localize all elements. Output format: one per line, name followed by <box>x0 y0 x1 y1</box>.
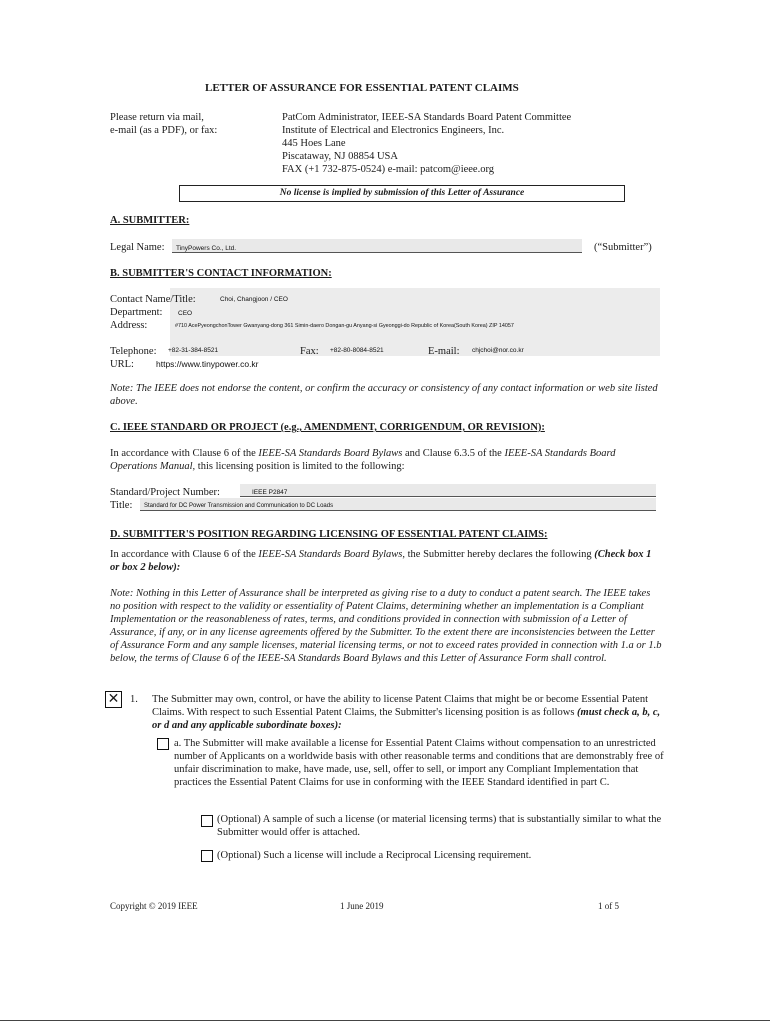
option-1-checkbox[interactable]: ✕ <box>105 691 122 708</box>
optional-reciprocal-text: (Optional) Such a license will include a Reciprocal Licensing requirement. <box>217 850 532 861</box>
page-title: LETTER OF ASSURANCE FOR ESSENTIAL PATENT CLAIMS <box>205 82 519 94</box>
section-c-intro: In accordance with Clause 6 of the IEEE-SA Standards Board Bylaws and Clause 6.3.5 of the IEEE-SA Standards Board Operations Manual, this licensing position is limited to the following: <box>110 448 616 472</box>
telephone-value: +82-31-384-8521 <box>168 347 219 354</box>
address-line: PatCom Administrator, IEEE-SA Standards Board Patent Committee <box>282 112 572 123</box>
legal-name-value: TinyPowers Co., Ltd. <box>176 245 237 252</box>
department-label: Department: <box>110 307 163 318</box>
submitter-tag: (“Submitter”) <box>594 242 652 253</box>
section-d-heading: D. SUBMITTER'S POSITION REGARDING LICENSING OF ESSENTIAL PATENT CLAIMS: <box>110 529 548 540</box>
section-d-intro: In accordance with Clause 6 of the IEEE-SA Standards Board Bylaws, the Submitter hereby declares the following (Check box 1 or box 2 below): <box>110 549 652 573</box>
item-1-number: 1. <box>130 694 138 705</box>
contact-name-value: Choi, Changjoon / CEO <box>220 296 288 303</box>
standard-title-value: Standard for DC Power Transmission and Communication to DC Loads <box>144 503 334 509</box>
email-label: E-mail: <box>428 346 460 357</box>
address-line: Piscataway, NJ 08854 USA <box>282 151 398 162</box>
department-value: CEO <box>178 310 193 317</box>
contact-note: Note: The IEEE does not endorse the content, or confirm the accuracy or consistency of any contact information or web site listed above. <box>110 383 658 407</box>
footer-page-number: 1 of 5 <box>598 901 619 911</box>
option-1a-checkbox[interactable] <box>157 738 169 750</box>
item-1-text: The Submitter may own, control, or have the ability to license Patent Claims that might be or become Essential Patent Claims. With respect to such Essential Patent Claims, the Submitter's licensing position is as follows (must check a, b, c, or d and any applicable subordinate boxes): <box>152 694 661 731</box>
section-c-heading: C. IEEE STANDARD OR PROJECT (e.g., AMENDMENT, CORRIGENDUM, OR REVISION): <box>110 422 545 433</box>
optional-reciprocal-checkbox[interactable] <box>201 850 213 862</box>
url-value: https://www.tinypower.co.kr <box>156 359 259 369</box>
standard-number-value: IEEE P2847 <box>252 489 288 496</box>
telephone-label: Telephone: <box>110 346 157 357</box>
address-value: #710 AcePyeongchonTower Gwanyang-dong 361 Simin-daero Dongan-gu Anyang-si Gyeonggi-do Republic of Korea(South Korea) ZIP 14057 <box>175 323 514 329</box>
contact-name-label: Contact Name/Title: <box>110 294 196 305</box>
address-line: FAX (+1 732-875-0524) e-mail: patcom@ieee.org <box>282 164 495 175</box>
no-license-notice-box <box>179 185 625 202</box>
return-line: e-mail (as a PDF), or fax: <box>110 125 218 136</box>
optional-sample-license-checkbox[interactable] <box>201 815 213 827</box>
standard-number-label: Standard/Project Number: <box>110 487 220 498</box>
address-label: Address: <box>110 320 148 331</box>
return-line: Please return via mail, <box>110 112 204 123</box>
standard-title-label: Title: <box>110 500 133 511</box>
fax-label: Fax: <box>300 346 319 357</box>
url-label: URL: <box>110 359 134 370</box>
standard-number-field[interactable] <box>240 484 656 497</box>
section-a-heading: A. SUBMITTER: <box>110 215 190 226</box>
fax-value: +82-80-8084-8521 <box>330 347 384 354</box>
scan-edge-line <box>0 1020 770 1021</box>
section-b-heading: B. SUBMITTER'S CONTACT INFORMATION: <box>110 268 332 279</box>
section-d-note: Note: Nothing in this Letter of Assurance shall be interpreted as giving rise to a duty to conduct a patent search. The IEEE takes no position with respect to the validity or essentiality of Patent Claims, determining whether an implementation is a Compliant Implementation or the reasonableness of rates, terms, and conditions provided in connection with submission of a Letter of Assurance, if any, or in any license agreements offered by the Submitter. To the extent there are inconsistencies between the Letter of Assurance Form and any sample licenses, material licensing terms, or not to exceed rates provided in connection with 1.a or 1.b below, the terms of Clause 6 of the IEEE-SA Standards Board Bylaws and this Letter of Assurance Form shall control. <box>110 588 662 664</box>
legal-name-label: Legal Name: <box>110 242 165 253</box>
item-1a-text: a. The Submitter will make available a license for Essential Patent Claims without compensation to an unrestricted number of Applicants on a worldwide basis with other reasonable terms and conditions that are demonstrably free of unfair discrimination to make, have made, use, sell, offer to sell, or import any Compliant Implementation that practices the Essential Patent Claims for use in conforming with the IEEE Standard identified in part C. <box>174 738 664 788</box>
address-line: 445 Hoes Lane <box>282 138 346 149</box>
optional-sample-license-text: (Optional) A sample of such a license (or material licensing terms) that is substantially similar to what the Submitter would offer is attached. <box>217 814 662 838</box>
footer-copyright: Copyright © 2019 IEEE <box>110 901 198 911</box>
email-value: chjchoi@nor.co.kr <box>472 347 524 354</box>
footer-date: 1 June 2019 <box>340 901 384 911</box>
no-license-notice: No license is implied by submission of this Letter of Assurance <box>279 188 525 198</box>
address-line: Institute of Electrical and Electronics Engineers, Inc. <box>282 125 505 136</box>
